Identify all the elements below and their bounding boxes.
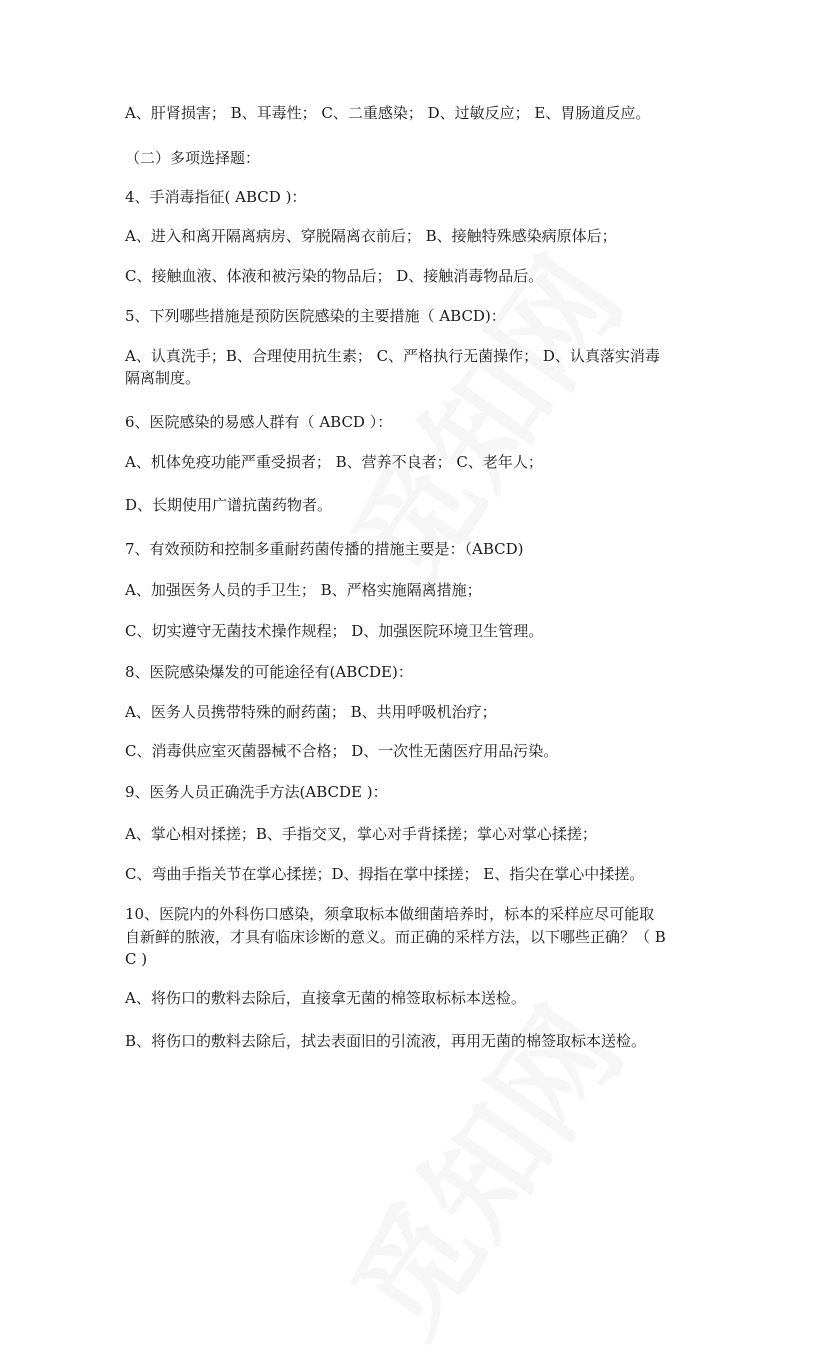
question: 4、手消毒指征( ABCD )： bbox=[125, 188, 307, 206]
option-line: D、长期使用广谱抗菌药物者。 bbox=[125, 496, 333, 514]
option-line: C、切实遵守无菌技术操作规程； D、加强医院环境卫生管理。 bbox=[125, 622, 544, 640]
option-line: A、进入和离开隔离病房、穿脱隔离衣前后； B、接触特殊感染病原体后； bbox=[125, 227, 617, 245]
option-line: A、掌心相对揉搓；B、手指交叉，掌心对手背揉搓；掌心对掌心揉搓； bbox=[125, 825, 597, 843]
option-line: A、医务人员携带特殊的耐药菌； B、共用呼吸机治疗； bbox=[125, 703, 497, 721]
watermark bbox=[306, 969, 653, 1363]
option-line: A、将伤口的敷料去除后，直接拿无菌的棉签取标标本送检。 bbox=[125, 989, 526, 1007]
question: 6、医院感染的易感人群有（ ABCD ）： bbox=[125, 413, 393, 431]
option-line: 隔离制度。 bbox=[125, 369, 201, 387]
question: C ) bbox=[125, 950, 148, 968]
option-line: B、将伤口的敷料去除后，拭去表面旧的引流液，再用无菌的棉签取标本送检。 bbox=[125, 1032, 647, 1050]
option-line: C、弯曲手指关节在掌心揉搓；D、拇指在掌中揉搓； E、指尖在掌心中揉搓。 bbox=[125, 865, 645, 883]
option-line: A、认真洗手；B、合理使用抗生素； C、严格执行无菌操作； D、认真落实消毒 bbox=[125, 347, 660, 365]
question: 7、有效预防和控制多重耐药菌传播的措施主要是：（ABCD) bbox=[125, 540, 524, 558]
option-line: C、消毒供应室灭菌器械不合格； D、一次性无菌医疗用品污染。 bbox=[125, 742, 559, 760]
option-line: A、机体免疫功能严重受损者； B、营养不良者； C、老年人； bbox=[125, 453, 543, 471]
question: 自新鲜的脓液，才具有临床诊断的意义。而正确的采样方法，以下哪些正确？（ B bbox=[125, 928, 666, 946]
question: 10、医院内的外科伤口感染，须拿取标本做细菌培养时，标本的采样应尽可能取 bbox=[125, 905, 655, 923]
question: 5、下列哪些措施是预防医院感染的主要措施（ ABCD)： bbox=[125, 307, 506, 325]
option-line: C、接触血液、体液和被污染的物品后； D、接触消毒物品后。 bbox=[125, 267, 544, 285]
question: 9、医务人员正确洗手方法(ABCDE )： bbox=[125, 783, 388, 801]
option-line: A、肝肾损害； B、耳毒性； C、二重感染； D、过敏反应； E、胃肠道反应。 bbox=[125, 104, 651, 122]
question: 8、医院感染爆发的可能途径有(ABCDE)： bbox=[125, 663, 413, 681]
section-heading: （二）多项选择题： bbox=[125, 149, 261, 167]
option-line: A、加强医务人员的手卫生； B、严格实施隔离措施； bbox=[125, 581, 482, 599]
